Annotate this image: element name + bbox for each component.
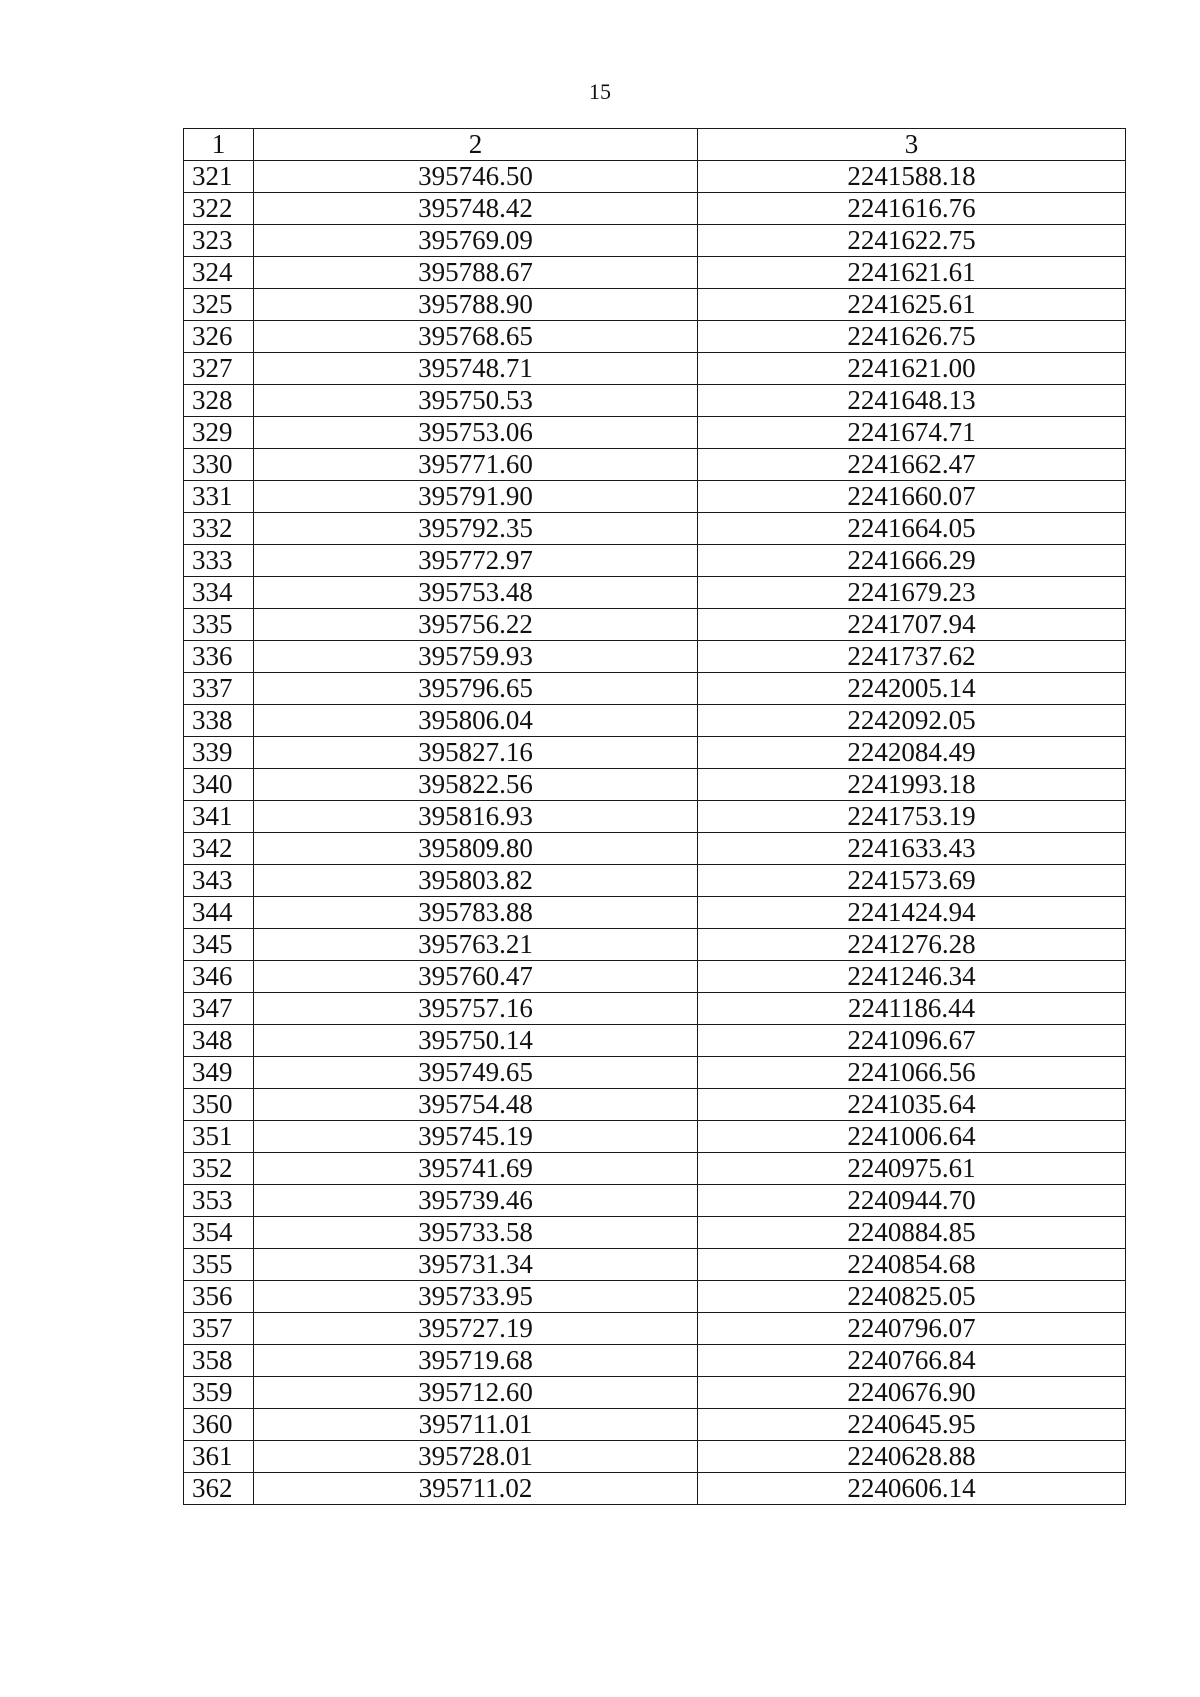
point-number-cell: 332 (184, 513, 254, 545)
table-body (184, 161, 1126, 1505)
coordinate-x-cell: 395748.71 (254, 353, 698, 385)
coordinate-x-cell: 395753.06 (254, 417, 698, 449)
table-row (184, 1089, 1126, 1121)
point-number-cell: 360 (184, 1409, 254, 1441)
coordinate-y-cell: 2241664.05 (698, 513, 1126, 545)
coordinate-x-cell: 395741.69 (254, 1153, 698, 1185)
coordinate-y-cell: 2240825.05 (698, 1281, 1126, 1313)
point-number-cell: 333 (184, 545, 254, 577)
point-number-cell: 344 (184, 897, 254, 929)
coordinate-y-cell: 2241006.64 (698, 1121, 1126, 1153)
coordinate-y-cell: 2241626.75 (698, 321, 1126, 353)
point-number-cell: 339 (184, 737, 254, 769)
point-number-cell: 337 (184, 673, 254, 705)
table-row (184, 1153, 1126, 1185)
coordinates-table (183, 128, 1126, 1505)
coordinate-x-cell: 395760.47 (254, 961, 698, 993)
coordinate-y-cell: 2241621.61 (698, 257, 1126, 289)
coordinate-y-cell: 2241662.47 (698, 449, 1126, 481)
coordinate-x-cell: 395791.90 (254, 481, 698, 513)
table-row (184, 1025, 1126, 1057)
coordinate-y-cell: 2240796.07 (698, 1313, 1126, 1345)
table-row (184, 481, 1126, 513)
table-row (184, 609, 1126, 641)
coordinate-x-cell: 395733.95 (254, 1281, 698, 1313)
column-header-3: 3 (698, 129, 1126, 161)
coordinate-y-cell: 2240944.70 (698, 1185, 1126, 1217)
point-number-cell: 330 (184, 449, 254, 481)
coordinate-y-cell: 2240606.14 (698, 1473, 1126, 1505)
coordinate-y-cell: 2241246.34 (698, 961, 1126, 993)
table-row (184, 513, 1126, 545)
coordinate-x-cell: 395712.60 (254, 1377, 698, 1409)
coordinate-x-cell: 395754.48 (254, 1089, 698, 1121)
point-number-cell: 355 (184, 1249, 254, 1281)
coordinate-x-cell: 395711.02 (254, 1473, 698, 1505)
table-row (184, 545, 1126, 577)
table-row (184, 673, 1126, 705)
point-number-cell: 351 (184, 1121, 254, 1153)
point-number-cell: 343 (184, 865, 254, 897)
coordinate-y-cell: 2240854.68 (698, 1249, 1126, 1281)
coordinate-y-cell: 2241573.69 (698, 865, 1126, 897)
coordinate-x-cell: 395759.93 (254, 641, 698, 673)
table-row (184, 417, 1126, 449)
table-row (184, 1409, 1126, 1441)
coordinate-y-cell: 2241753.19 (698, 801, 1126, 833)
coordinate-y-cell: 2241276.28 (698, 929, 1126, 961)
coordinate-y-cell: 2242084.49 (698, 737, 1126, 769)
coordinate-y-cell: 2241616.76 (698, 193, 1126, 225)
point-number-cell: 347 (184, 993, 254, 1025)
table-row (184, 1345, 1126, 1377)
table-row (184, 1121, 1126, 1153)
table-row (184, 1185, 1126, 1217)
point-number-cell: 336 (184, 641, 254, 673)
point-number-cell: 334 (184, 577, 254, 609)
coordinate-x-cell: 395763.21 (254, 929, 698, 961)
point-number-cell: 362 (184, 1473, 254, 1505)
coordinate-y-cell: 2241424.94 (698, 897, 1126, 929)
point-number-cell: 327 (184, 353, 254, 385)
coordinate-x-cell: 395803.82 (254, 865, 698, 897)
table-row (184, 1377, 1126, 1409)
header-row (184, 129, 1126, 161)
coordinate-x-cell: 395796.65 (254, 673, 698, 705)
coordinate-x-cell: 395822.56 (254, 769, 698, 801)
coordinate-x-cell: 395788.67 (254, 257, 698, 289)
point-number-cell: 353 (184, 1185, 254, 1217)
point-number-cell: 342 (184, 833, 254, 865)
coordinate-x-cell: 395746.50 (254, 161, 698, 193)
table-row (184, 801, 1126, 833)
table-row (184, 321, 1126, 353)
coordinate-x-cell: 395748.42 (254, 193, 698, 225)
point-number-cell: 328 (184, 385, 254, 417)
table-row (184, 641, 1126, 673)
coordinate-y-cell: 2241737.62 (698, 641, 1126, 673)
point-number-cell: 357 (184, 1313, 254, 1345)
coordinate-x-cell: 395750.14 (254, 1025, 698, 1057)
point-number-cell: 346 (184, 961, 254, 993)
point-number-cell: 348 (184, 1025, 254, 1057)
coordinate-x-cell: 395769.09 (254, 225, 698, 257)
point-number-cell: 341 (184, 801, 254, 833)
coordinate-y-cell: 2242092.05 (698, 705, 1126, 737)
coordinate-x-cell: 395727.19 (254, 1313, 698, 1345)
point-number-cell: 331 (184, 481, 254, 513)
coordinate-x-cell: 395792.35 (254, 513, 698, 545)
coordinate-x-cell: 395772.97 (254, 545, 698, 577)
point-number-cell: 324 (184, 257, 254, 289)
table-row (184, 737, 1126, 769)
coordinate-x-cell: 395731.34 (254, 1249, 698, 1281)
table-row (184, 769, 1126, 801)
coordinate-y-cell: 2241096.67 (698, 1025, 1126, 1057)
table-row (184, 577, 1126, 609)
table-row (184, 161, 1126, 193)
point-number-cell: 350 (184, 1089, 254, 1121)
coordinate-y-cell: 2240884.85 (698, 1217, 1126, 1249)
point-number-cell: 329 (184, 417, 254, 449)
table-row (184, 385, 1126, 417)
coordinate-x-cell: 395768.65 (254, 321, 698, 353)
table-header (184, 129, 1126, 161)
point-number-cell: 323 (184, 225, 254, 257)
table-row (184, 193, 1126, 225)
table-row (184, 225, 1126, 257)
coordinate-y-cell: 2241622.75 (698, 225, 1126, 257)
coordinate-y-cell: 2240645.95 (698, 1409, 1126, 1441)
coordinate-x-cell: 395816.93 (254, 801, 698, 833)
coordinate-x-cell: 395788.90 (254, 289, 698, 321)
table-row (184, 353, 1126, 385)
column-header-1: 1 (184, 129, 254, 161)
coordinate-x-cell: 395728.01 (254, 1441, 698, 1473)
coordinate-y-cell: 2241588.18 (698, 161, 1126, 193)
coordinate-y-cell: 2241679.23 (698, 577, 1126, 609)
table-row (184, 865, 1126, 897)
table-row (184, 449, 1126, 481)
coordinate-y-cell: 2241035.64 (698, 1089, 1126, 1121)
table-row (184, 897, 1126, 929)
coordinate-y-cell: 2241707.94 (698, 609, 1126, 641)
point-number-cell: 358 (184, 1345, 254, 1377)
point-number-cell: 361 (184, 1441, 254, 1473)
point-number-cell: 359 (184, 1377, 254, 1409)
coordinate-x-cell: 395806.04 (254, 705, 698, 737)
coordinate-y-cell: 2240766.84 (698, 1345, 1126, 1377)
coordinate-y-cell: 2240676.90 (698, 1377, 1126, 1409)
page-number: 15 (589, 79, 611, 104)
coordinate-x-cell: 395783.88 (254, 897, 698, 929)
table-row (184, 993, 1126, 1025)
table-row (184, 1249, 1126, 1281)
coordinate-y-cell: 2240975.61 (698, 1153, 1126, 1185)
column-header-2: 2 (254, 129, 698, 161)
coordinate-x-cell: 395733.58 (254, 1217, 698, 1249)
point-number-cell: 349 (184, 1057, 254, 1089)
coordinate-x-cell: 395711.01 (254, 1409, 698, 1441)
point-number-cell: 326 (184, 321, 254, 353)
coordinate-y-cell: 2241648.13 (698, 385, 1126, 417)
table-row (184, 1217, 1126, 1249)
coordinate-y-cell: 2242005.14 (698, 673, 1126, 705)
coordinate-x-cell: 395827.16 (254, 737, 698, 769)
coordinate-y-cell: 2240628.88 (698, 1441, 1126, 1473)
table-row (184, 1313, 1126, 1345)
coordinate-x-cell: 395771.60 (254, 449, 698, 481)
coordinate-x-cell: 395757.16 (254, 993, 698, 1025)
table-row (184, 961, 1126, 993)
coordinate-y-cell: 2241066.56 (698, 1057, 1126, 1089)
coordinate-x-cell: 395739.46 (254, 1185, 698, 1217)
table-row (184, 1057, 1126, 1089)
point-number-cell: 345 (184, 929, 254, 961)
point-number-cell: 322 (184, 193, 254, 225)
point-number-cell: 321 (184, 161, 254, 193)
coordinate-x-cell: 395809.80 (254, 833, 698, 865)
table-row (184, 1473, 1126, 1505)
coordinate-y-cell: 2241621.00 (698, 353, 1126, 385)
point-number-cell: 356 (184, 1281, 254, 1313)
table-row (184, 833, 1126, 865)
table-row (184, 1281, 1126, 1313)
coordinate-x-cell: 395749.65 (254, 1057, 698, 1089)
coordinate-x-cell: 395750.53 (254, 385, 698, 417)
table-row (184, 929, 1126, 961)
coordinate-y-cell: 2241674.71 (698, 417, 1126, 449)
coordinate-x-cell: 395756.22 (254, 609, 698, 641)
table-row (184, 257, 1126, 289)
coordinate-x-cell: 395745.19 (254, 1121, 698, 1153)
coordinate-y-cell: 2241993.18 (698, 769, 1126, 801)
point-number-cell: 354 (184, 1217, 254, 1249)
coordinate-y-cell: 2241666.29 (698, 545, 1126, 577)
table-row (184, 1441, 1126, 1473)
coordinate-y-cell: 2241660.07 (698, 481, 1126, 513)
coordinate-y-cell: 2241625.61 (698, 289, 1126, 321)
coordinate-x-cell: 395753.48 (254, 577, 698, 609)
point-number-cell: 340 (184, 769, 254, 801)
point-number-cell: 335 (184, 609, 254, 641)
coordinate-x-cell: 395719.68 (254, 1345, 698, 1377)
point-number-cell: 352 (184, 1153, 254, 1185)
table-row (184, 289, 1126, 321)
point-number-cell: 338 (184, 705, 254, 737)
coordinate-y-cell: 2241186.44 (698, 993, 1126, 1025)
point-number-cell: 325 (184, 289, 254, 321)
coordinate-y-cell: 2241633.43 (698, 833, 1126, 865)
table-row (184, 705, 1126, 737)
